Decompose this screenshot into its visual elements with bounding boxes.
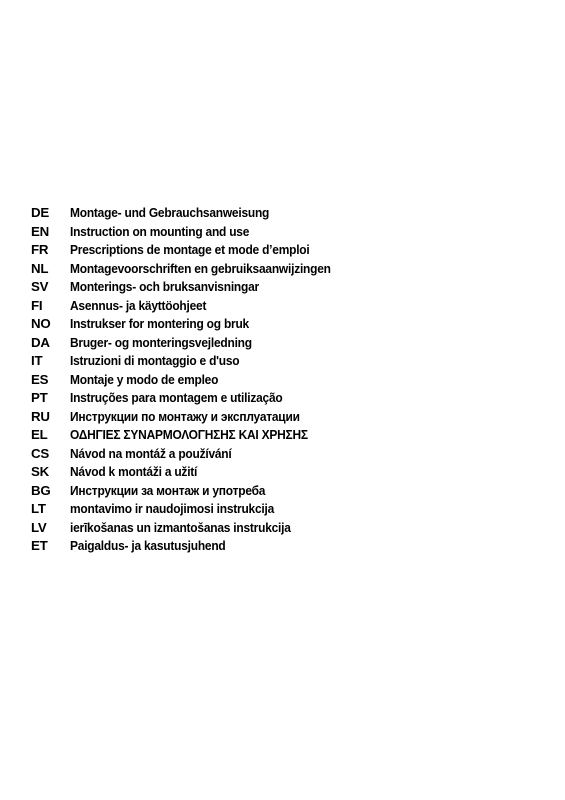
- language-title: Instrukser for montering og bruk: [70, 316, 249, 331]
- language-title: Bruger- og monteringsvejledning: [70, 334, 252, 350]
- language-code: RU: [31, 408, 50, 424]
- language-code: SV: [31, 279, 49, 294]
- language-title: ΟΔΗΓΙΕΣ ΣΥΝΑΡΜΟΛΟΓΗΣΗΣ ΚΑΙ ΧΡΗΣΗΣ: [70, 427, 308, 442]
- language-row-nl: [31, 261, 360, 280]
- language-code: LV: [31, 519, 47, 535]
- language-code: NL: [31, 260, 49, 276]
- language-row-pt: [31, 390, 360, 409]
- language-title: Montagevoorschriften en gebruiksaanwijzingen: [70, 260, 331, 276]
- language-index: [31, 205, 360, 557]
- language-title: Návod k montáži a užití: [70, 464, 198, 479]
- language-row-ru: [31, 409, 360, 428]
- language-row-fr: [31, 242, 360, 261]
- language-row-et: [31, 538, 360, 557]
- language-title: Monterings- och bruksanvisningar: [70, 279, 259, 294]
- language-code: NO: [31, 316, 51, 331]
- language-code: ES: [31, 371, 49, 387]
- language-title: Инструкции по монтажу и эксплуатации: [70, 408, 300, 424]
- language-title: montavimo ir naudojimosi instrukcija: [70, 501, 275, 516]
- language-title: Asennus- ja käyttöohjeet: [70, 297, 207, 313]
- language-title: Montaje y modo de empleo: [70, 371, 219, 387]
- language-code: BG: [31, 482, 51, 498]
- language-code: EL: [31, 427, 48, 442]
- language-row-cs: [31, 446, 360, 465]
- language-row-fi: [31, 298, 360, 317]
- language-code: FI: [31, 297, 43, 313]
- language-code: SK: [31, 464, 49, 479]
- language-title: ierīkošanas un izmantošanas instrukcija: [70, 519, 291, 535]
- language-row-en: [31, 224, 360, 243]
- language-row-es: [31, 372, 360, 391]
- language-code: EN: [31, 223, 49, 239]
- language-row-de: [31, 205, 360, 224]
- language-row-bg: [31, 483, 360, 502]
- language-row-sk: [31, 464, 360, 483]
- language-row-no: [31, 316, 360, 335]
- language-title: Инструкции за монтаж и употреба: [70, 482, 266, 498]
- language-code: FR: [31, 242, 49, 257]
- language-code: ET: [31, 538, 48, 553]
- language-row-lt: [31, 501, 360, 520]
- language-row-lv: [31, 520, 360, 539]
- language-row-sv: [31, 279, 360, 298]
- language-code: CS: [31, 445, 49, 461]
- language-title: Istruzioni di montaggio e d'uso: [70, 353, 240, 368]
- language-code: DE: [31, 205, 49, 220]
- language-row-da: [31, 335, 360, 354]
- language-title: Paigaldus- ja kasutusjuhend: [70, 538, 226, 553]
- language-title: Návod na montáž a používání: [70, 445, 232, 461]
- language-row-el: [31, 427, 360, 446]
- language-title: Instruction on mounting and use: [70, 223, 250, 239]
- language-code: IT: [31, 353, 43, 368]
- language-row-it: [31, 353, 360, 372]
- language-title: Prescriptions de montage et mode d’emploi: [70, 242, 310, 257]
- language-code: LT: [31, 501, 46, 516]
- language-code: PT: [31, 390, 48, 405]
- language-title: Montage- und Gebrauchsanweisung: [70, 205, 270, 220]
- language-code: DA: [31, 334, 50, 350]
- language-title: Instruções para montagem e utilização: [70, 390, 283, 405]
